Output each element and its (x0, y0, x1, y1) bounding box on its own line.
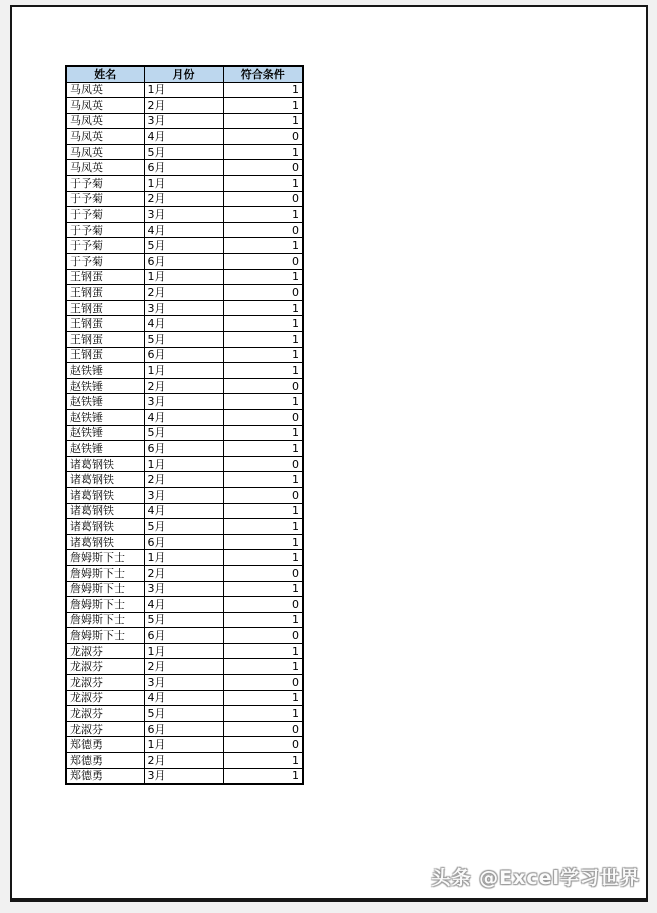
table-row (66, 456, 303, 472)
table-row (66, 565, 303, 581)
table-row (66, 753, 303, 769)
table-row (66, 612, 303, 628)
name-cell: 郑德勇 (66, 768, 144, 784)
value-cell: 1 (223, 394, 303, 410)
month-cell: 1月 (144, 269, 223, 285)
month-cell: 6月 (144, 721, 223, 737)
table-row (66, 332, 303, 348)
table-row (66, 487, 303, 503)
name-cell: 于予菊 (66, 176, 144, 192)
column-header-month: 月份 (144, 66, 223, 82)
name-cell: 赵铁锤 (66, 409, 144, 425)
value-cell: 1 (223, 332, 303, 348)
table-row (66, 363, 303, 379)
value-cell: 1 (223, 659, 303, 675)
month-cell: 3月 (144, 207, 223, 223)
value-cell: 1 (223, 316, 303, 332)
table-row (66, 690, 303, 706)
month-cell: 4月 (144, 316, 223, 332)
table-row (66, 409, 303, 425)
value-cell: 0 (223, 721, 303, 737)
table-row (66, 285, 303, 301)
table-row (66, 222, 303, 238)
name-cell: 赵铁锤 (66, 441, 144, 457)
month-cell: 6月 (144, 534, 223, 550)
table-row (66, 254, 303, 270)
name-cell: 诸葛钢铁 (66, 519, 144, 535)
value-cell: 1 (223, 706, 303, 722)
table-row (66, 347, 303, 363)
value-cell: 1 (223, 768, 303, 784)
data-table (65, 65, 304, 785)
name-cell: 赵铁锤 (66, 378, 144, 394)
name-cell: 诸葛钢铁 (66, 487, 144, 503)
month-cell: 2月 (144, 378, 223, 394)
value-cell: 1 (223, 534, 303, 550)
value-cell: 1 (223, 176, 303, 192)
month-cell: 4月 (144, 129, 223, 145)
name-cell: 马凤英 (66, 144, 144, 160)
table-row (66, 191, 303, 207)
value-cell: 1 (223, 550, 303, 566)
month-cell: 3月 (144, 768, 223, 784)
value-cell: 0 (223, 191, 303, 207)
month-cell: 6月 (144, 441, 223, 457)
value-cell: 0 (223, 129, 303, 145)
month-cell: 6月 (144, 628, 223, 644)
month-cell: 1月 (144, 363, 223, 379)
table-row (66, 378, 303, 394)
month-cell: 5月 (144, 519, 223, 535)
value-cell: 0 (223, 409, 303, 425)
name-cell: 龙淑芬 (66, 643, 144, 659)
name-cell: 詹姆斯下士 (66, 597, 144, 613)
name-cell: 王钢蛋 (66, 332, 144, 348)
table-row (66, 238, 303, 254)
value-cell: 0 (223, 222, 303, 238)
month-cell: 6月 (144, 347, 223, 363)
month-cell: 4月 (144, 503, 223, 519)
value-cell: 1 (223, 612, 303, 628)
name-cell: 王钢蛋 (66, 316, 144, 332)
table-row (66, 113, 303, 129)
name-cell: 赵铁锤 (66, 394, 144, 410)
name-cell: 王钢蛋 (66, 269, 144, 285)
value-cell: 0 (223, 285, 303, 301)
value-cell: 1 (223, 425, 303, 441)
month-cell: 1月 (144, 737, 223, 753)
name-cell: 郑德勇 (66, 753, 144, 769)
month-cell: 1月 (144, 456, 223, 472)
table-row (66, 675, 303, 691)
name-cell: 龙淑芬 (66, 706, 144, 722)
table-row (66, 737, 303, 753)
table-row (66, 706, 303, 722)
month-cell: 5月 (144, 612, 223, 628)
month-cell: 1月 (144, 176, 223, 192)
table-row (66, 643, 303, 659)
month-cell: 2月 (144, 472, 223, 488)
table-row (66, 316, 303, 332)
name-cell: 龙淑芬 (66, 675, 144, 691)
value-cell: 1 (223, 347, 303, 363)
name-cell: 马凤英 (66, 129, 144, 145)
value-cell: 0 (223, 487, 303, 503)
month-cell: 5月 (144, 238, 223, 254)
value-cell: 1 (223, 238, 303, 254)
column-header-condition: 符合条件 (223, 66, 303, 82)
month-cell: 3月 (144, 487, 223, 503)
value-cell: 0 (223, 597, 303, 613)
name-cell: 詹姆斯下士 (66, 565, 144, 581)
month-cell: 2月 (144, 285, 223, 301)
value-cell: 1 (223, 207, 303, 223)
name-cell: 郑德勇 (66, 737, 144, 753)
month-cell: 2月 (144, 565, 223, 581)
month-cell: 1月 (144, 643, 223, 659)
name-cell: 于予菊 (66, 254, 144, 270)
month-cell: 4月 (144, 690, 223, 706)
value-cell: 0 (223, 675, 303, 691)
month-cell: 6月 (144, 254, 223, 270)
month-cell: 3月 (144, 394, 223, 410)
value-cell: 1 (223, 269, 303, 285)
month-cell: 3月 (144, 581, 223, 597)
watermark: 头条 @Excel学习世界 (431, 867, 640, 889)
table-row (66, 300, 303, 316)
name-cell: 詹姆斯下士 (66, 581, 144, 597)
name-cell: 马凤英 (66, 160, 144, 176)
table-row (66, 425, 303, 441)
column-header-name: 姓名 (66, 66, 144, 82)
name-cell: 龙淑芬 (66, 721, 144, 737)
name-cell: 诸葛钢铁 (66, 456, 144, 472)
name-cell: 诸葛钢铁 (66, 503, 144, 519)
month-cell: 1月 (144, 550, 223, 566)
name-cell: 龙淑芬 (66, 690, 144, 706)
table-row (66, 581, 303, 597)
month-cell: 5月 (144, 425, 223, 441)
month-cell: 4月 (144, 222, 223, 238)
value-cell: 1 (223, 690, 303, 706)
month-cell: 5月 (144, 332, 223, 348)
table-row (66, 160, 303, 176)
table-row (66, 597, 303, 613)
value-cell: 1 (223, 753, 303, 769)
table-row (66, 519, 303, 535)
name-cell: 马凤英 (66, 113, 144, 129)
value-cell: 1 (223, 363, 303, 379)
name-cell: 詹姆斯下士 (66, 550, 144, 566)
name-cell: 詹姆斯下士 (66, 628, 144, 644)
name-cell: 马凤英 (66, 98, 144, 114)
value-cell: 1 (223, 643, 303, 659)
table-row (66, 82, 303, 98)
name-cell: 马凤英 (66, 82, 144, 98)
value-cell: 1 (223, 113, 303, 129)
table-row (66, 534, 303, 550)
value-cell: 1 (223, 144, 303, 160)
value-cell: 1 (223, 82, 303, 98)
name-cell: 诸葛钢铁 (66, 472, 144, 488)
table-row (66, 129, 303, 145)
name-cell: 赵铁锤 (66, 363, 144, 379)
table-row (66, 628, 303, 644)
name-cell: 王钢蛋 (66, 300, 144, 316)
name-cell: 龙淑芬 (66, 659, 144, 675)
header-row (66, 66, 303, 82)
month-cell: 4月 (144, 597, 223, 613)
table-row (66, 269, 303, 285)
month-cell: 3月 (144, 113, 223, 129)
month-cell: 2月 (144, 659, 223, 675)
month-cell: 6月 (144, 160, 223, 176)
month-cell: 5月 (144, 706, 223, 722)
value-cell: 0 (223, 737, 303, 753)
table-row (66, 503, 303, 519)
table-row (66, 472, 303, 488)
value-cell: 1 (223, 581, 303, 597)
name-cell: 于予菊 (66, 238, 144, 254)
name-cell: 于予菊 (66, 207, 144, 223)
month-cell: 5月 (144, 144, 223, 160)
month-cell: 2月 (144, 98, 223, 114)
table-row (66, 768, 303, 784)
value-cell: 0 (223, 628, 303, 644)
value-cell: 1 (223, 441, 303, 457)
name-cell: 诸葛钢铁 (66, 534, 144, 550)
name-cell: 詹姆斯下士 (66, 612, 144, 628)
table-row (66, 550, 303, 566)
value-cell: 0 (223, 378, 303, 394)
name-cell: 赵铁锤 (66, 425, 144, 441)
value-cell: 0 (223, 254, 303, 270)
month-cell: 2月 (144, 753, 223, 769)
value-cell: 1 (223, 300, 303, 316)
month-cell: 3月 (144, 675, 223, 691)
table-row (66, 176, 303, 192)
table-row (66, 98, 303, 114)
table-row (66, 207, 303, 223)
value-cell: 1 (223, 519, 303, 535)
value-cell: 1 (223, 503, 303, 519)
value-cell: 1 (223, 98, 303, 114)
name-cell: 于予菊 (66, 222, 144, 238)
page (10, 5, 648, 902)
month-cell: 2月 (144, 191, 223, 207)
table-row (66, 721, 303, 737)
name-cell: 王钢蛋 (66, 347, 144, 363)
month-cell: 1月 (144, 82, 223, 98)
name-cell: 于予菊 (66, 191, 144, 207)
month-cell: 4月 (144, 409, 223, 425)
table-row (66, 394, 303, 410)
name-cell: 王钢蛋 (66, 285, 144, 301)
value-cell: 0 (223, 456, 303, 472)
table-row (66, 659, 303, 675)
month-cell: 3月 (144, 300, 223, 316)
table-row (66, 144, 303, 160)
value-cell: 0 (223, 160, 303, 176)
value-cell: 0 (223, 565, 303, 581)
table-row (66, 441, 303, 457)
value-cell: 1 (223, 472, 303, 488)
